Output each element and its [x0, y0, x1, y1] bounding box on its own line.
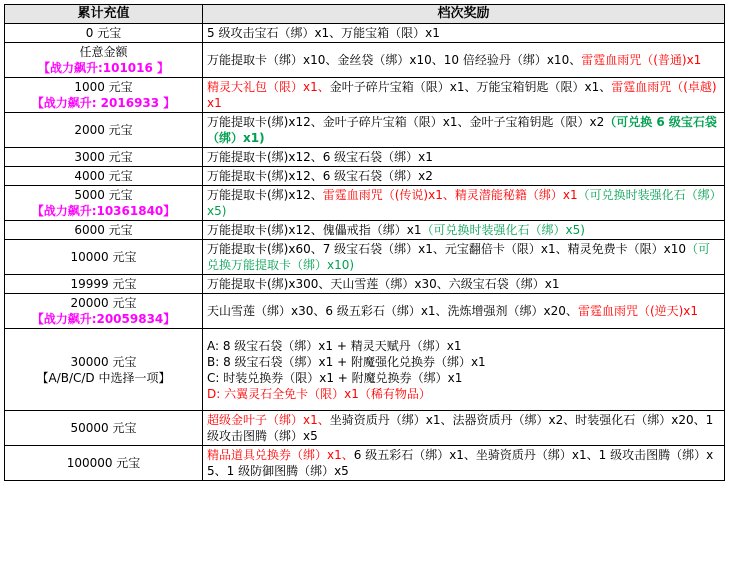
reward-text: 万能提取卡(绑)x12、金叶子碎片宝箱（限）x1、金叶子宝箱钥匙（限）x2	[207, 115, 605, 129]
cost-value: 50000 元宝	[70, 421, 137, 435]
cost-cell	[5, 167, 203, 186]
cost-cell	[5, 294, 203, 329]
reward-option: C: 时装兑换券（限）x1 + 附魔兑换券（绑）x1	[207, 370, 463, 385]
power-boost-label: 【战力飙升:20059834】	[31, 312, 176, 326]
reward-option: D: 六翼灵石全免卡（限）x1（稀有物品）	[207, 386, 431, 401]
reward-text: 5 级攻击宝石（绑）x1、万能宝箱（限）x1	[207, 26, 440, 40]
table-row	[5, 221, 725, 240]
reward-text: 雷霆血雨咒（(卓越)x1	[207, 80, 717, 110]
table-row	[5, 411, 725, 446]
cost-value: 19999 元宝	[70, 277, 137, 291]
reward-text: 万能提取卡（绑）x10、金丝袋（绑）x10、10 倍经验丹（绑）x10、	[207, 53, 582, 67]
choice-note: 【A/B/C/D 中选择一项】	[36, 370, 171, 385]
table-row	[5, 78, 725, 113]
reward-text: 超级金叶子（绑）x1、	[207, 413, 330, 427]
reward-cell	[203, 411, 725, 446]
reward-cell	[203, 113, 725, 148]
reward-table	[4, 4, 725, 481]
reward-cell	[203, 24, 725, 43]
reward-text: 6 级五彩石（绑）x1、坐骑资质丹（绑）x1、1 级攻击图腾（绑）x5、1 级防御图腾（绑）x5	[207, 448, 714, 478]
reward-text: 万能提取卡(绑)x12、6 级宝石袋（绑）x2	[207, 169, 433, 183]
cost-cell	[5, 113, 203, 148]
cost-cell	[5, 43, 203, 78]
cost-value: 100000 元宝	[66, 456, 141, 470]
reward-text: 万能提取卡(绑)x12、	[207, 188, 323, 202]
header-reward: 档次奖励	[203, 5, 725, 24]
reward-option: A: 8 级宝石袋（绑）x1 + 精灵天赋丹（绑）x1	[207, 338, 462, 353]
cost-value: 2000 元宝	[74, 123, 133, 137]
cost-value: 20000 元宝	[70, 296, 137, 310]
table-row	[5, 275, 725, 294]
cost-value: 10000 元宝	[70, 250, 137, 264]
reward-text: 雷霆血雨咒（(传说)x1、精灵潜能秘籍（绑）x1	[322, 188, 578, 202]
reward-text: （可兑换万能提取卡（绑）x10)	[207, 242, 711, 272]
header-row	[5, 5, 725, 24]
cost-cell	[5, 148, 203, 167]
reward-cell	[203, 446, 725, 481]
reward-text: 雷霆血雨咒（(普通)x1	[581, 53, 702, 67]
table-row	[5, 167, 725, 186]
cost-value: 6000 元宝	[74, 223, 133, 237]
reward-text: 雷霆血雨咒（(逆天)x1	[577, 304, 699, 318]
power-boost-label: 【战力飙升: 2016933 】	[31, 96, 176, 110]
reward-text: 金叶子碎片宝箱（限）x1、万能宝箱钥匙（限）x1、	[329, 80, 612, 94]
reward-text: （可兑换时装强化石（绑）x5)	[207, 188, 716, 218]
reward-text: （可兑换时装强化石（绑）x5)	[421, 223, 585, 237]
cost-value: 任意金额	[79, 45, 128, 59]
reward-text: 万能提取卡(绑)x12、傀儡戒指（绑）x1	[207, 223, 422, 237]
reward-text: 精品道具兑换券（绑）x1、	[207, 448, 354, 462]
reward-cell	[203, 43, 725, 78]
table-row	[5, 24, 725, 43]
power-boost-label: 【战力飙升:101016 】	[37, 61, 170, 75]
table-row	[5, 148, 725, 167]
reward-cell	[203, 294, 725, 329]
cost-cell	[5, 24, 203, 43]
reward-cell	[203, 221, 725, 240]
cost-value: 4000 元宝	[74, 169, 133, 183]
cost-cell	[5, 275, 203, 294]
reward-cell	[203, 329, 725, 411]
cost-cell	[5, 186, 203, 221]
table-row	[5, 186, 725, 221]
reward-cell	[203, 275, 725, 294]
table-row	[5, 113, 725, 148]
reward-text: 万能提取卡(绑)x300、天山雪莲（绑）x30、六级宝石袋（绑）x1	[207, 277, 560, 291]
reward-text: 万能提取卡(绑)x12、6 级宝石袋（绑）x1	[207, 150, 433, 164]
cost-value: 0 元宝	[85, 26, 122, 40]
cost-value: 1000 元宝	[74, 80, 133, 94]
table-row	[5, 43, 725, 78]
cost-cell	[5, 78, 203, 113]
table-row	[5, 446, 725, 481]
table-row	[5, 240, 725, 275]
cost-value: 3000 元宝	[74, 150, 133, 164]
reward-text: （可兑换 6 级宝石袋（绑）x1)	[207, 115, 717, 145]
cost-value: 5000 元宝	[74, 188, 133, 202]
cost-cell	[5, 221, 203, 240]
reward-option: B: 8 级宝石袋（绑）x1 + 附魔强化兑换券（绑）x1	[207, 354, 486, 369]
cost-cell	[5, 240, 203, 275]
reward-cell	[203, 167, 725, 186]
header-cost: 累计充值	[5, 5, 203, 24]
cost-cell	[5, 446, 203, 481]
reward-cell	[203, 240, 725, 275]
cost-value: 30000 元宝	[70, 354, 137, 369]
reward-rows	[5, 24, 725, 481]
table-row	[5, 329, 725, 411]
reward-text: 天山雪莲（绑）x30、6 级五彩石（绑）x1、洗炼增强剂（绑）x20、	[207, 304, 578, 318]
reward-cell	[203, 78, 725, 113]
reward-text: 万能提取卡(绑)x60、7 级宝石袋（绑）x1、元宝翻倍卡（限）x1、精灵免费卡（限）x10	[207, 242, 687, 256]
reward-text: 坐骑资质丹（绑）x1、法器资质丹（绑）x2、时装强化石（绑）x20、1 级攻击图腾（绑）x5	[207, 413, 714, 443]
cost-cell	[5, 329, 203, 411]
power-boost-label: 【战力飙升:10361840】	[31, 204, 176, 218]
reward-cell	[203, 148, 725, 167]
table-row	[5, 294, 725, 329]
cost-cell	[5, 411, 203, 446]
reward-text: 精灵大礼包（限）x1、	[207, 80, 330, 94]
reward-cell	[203, 186, 725, 221]
